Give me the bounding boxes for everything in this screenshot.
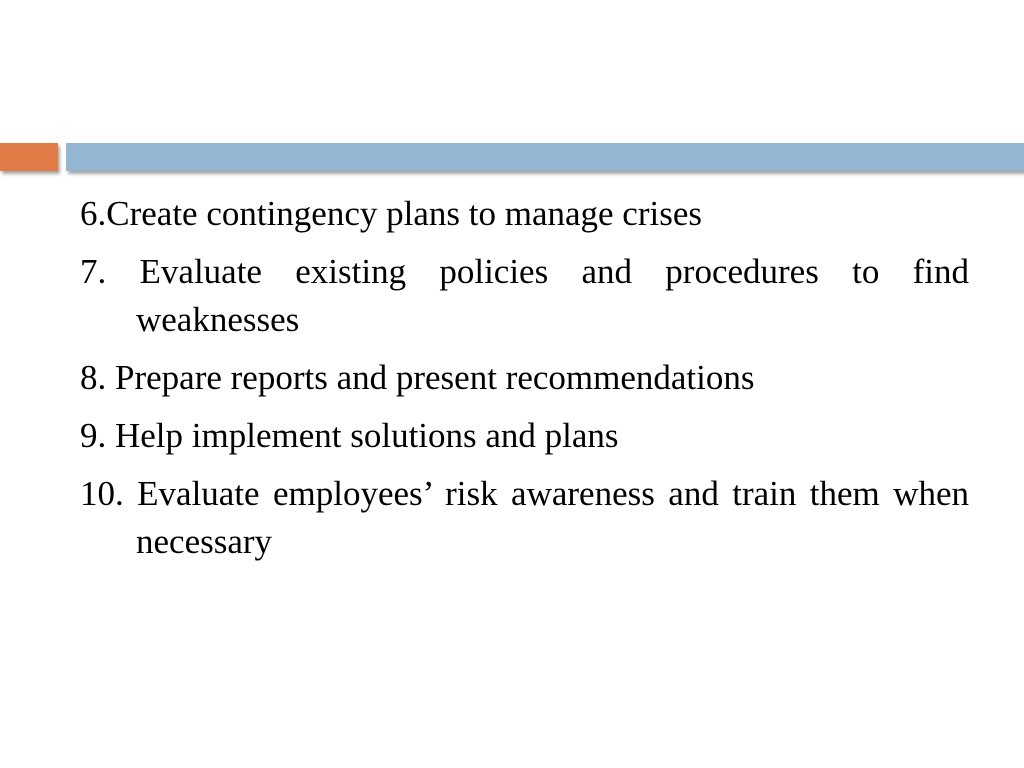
list-item-8: 8. Prepare reports and present recommendations bbox=[80, 358, 755, 397]
accent-block bbox=[0, 143, 58, 171]
list-item-10: 10. Evaluate employees’ risk awareness and train them when necessary bbox=[80, 474, 969, 561]
list-item-7: 7. Evaluate existing policies and procedures to find weaknesses bbox=[80, 252, 969, 339]
list-item-9: 9. Help implement solutions and plans bbox=[80, 416, 619, 455]
bullet-list bbox=[80, 190, 969, 576]
list-item-6: 6.Create contingency plans to manage crises bbox=[80, 194, 703, 233]
title-band bbox=[66, 143, 1024, 171]
header-decoration-bar bbox=[0, 143, 1024, 181]
